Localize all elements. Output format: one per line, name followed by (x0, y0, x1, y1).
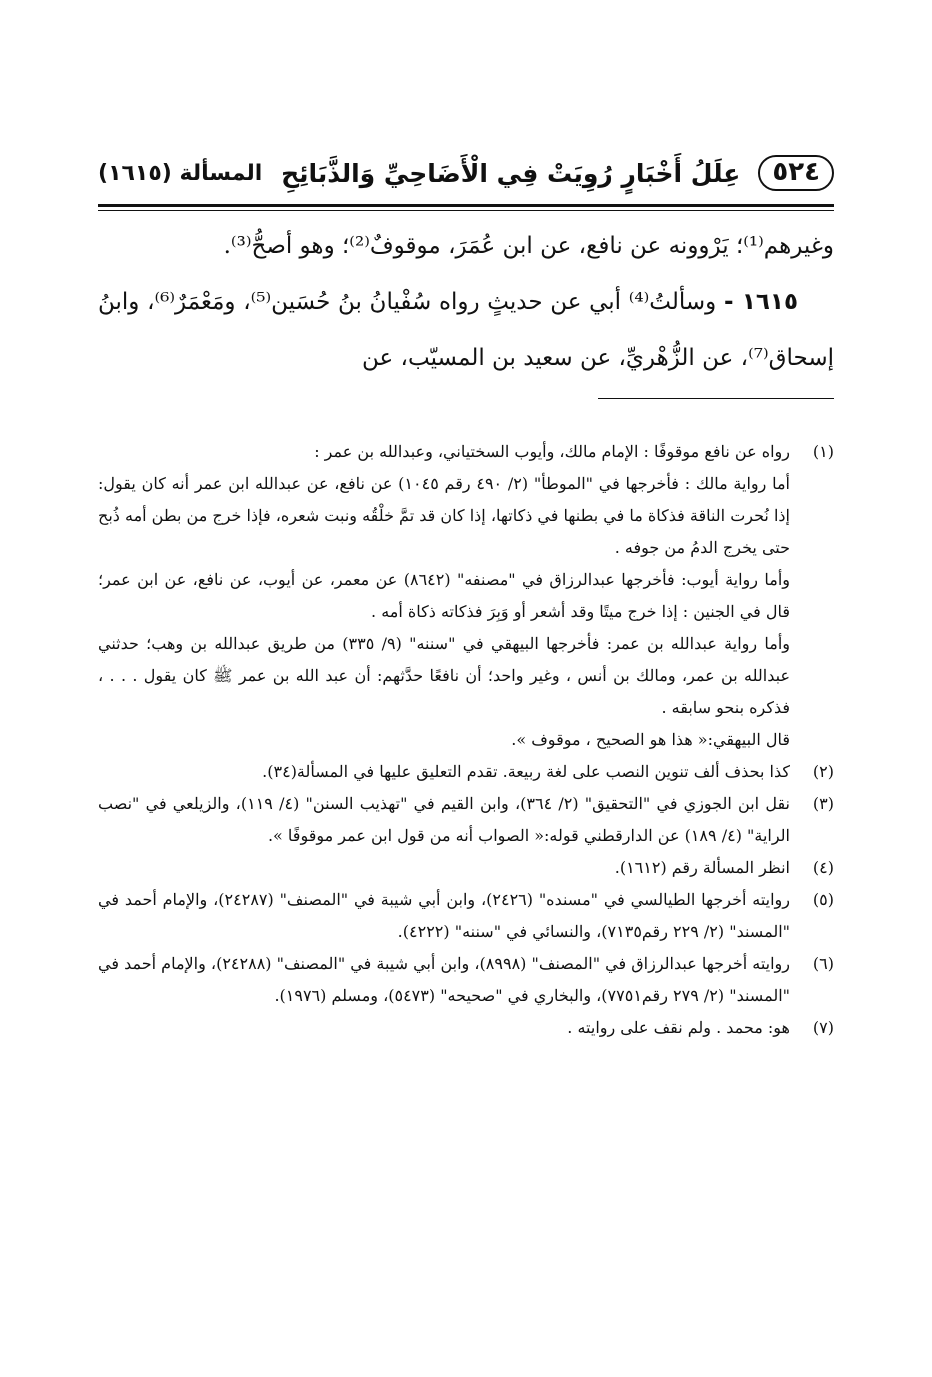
issue-text: وسألتُ⁽⁴⁾ أبي عن حديثٍ رواه سُفْيانُ بنُ حُسَين⁽⁵⁾، ومَعْمَرٌ⁽⁶⁾، وابنُ إسحاق⁽⁷⁾، عن الزُّهْريِّ، عن سعيد بن المسيّب، عن (98, 289, 834, 371)
footnote-paragraph: قال البيهقي:« هذا هو الصحيح ، موقوف ». (511, 730, 790, 749)
footnote-number: (٤) (812, 858, 834, 877)
footnote (98, 948, 834, 1012)
header-rule-thin (98, 210, 834, 211)
footnotes (98, 436, 834, 1044)
main-paragraph: وغيرهم⁽¹⁾؛ يَرْوونه عن نافع، عن ابن عُمَرَ، موقوفٌ⁽²⁾؛ وهو أصحُّ⁽³⁾. (223, 233, 834, 259)
footnote-number: (٧) (812, 1018, 834, 1037)
footnote-paragraph: نقل ابن الجوزي في "التحقيق" (٢/ ٣٦٤)، وابن القيم في "تهذيب السنن" (٤/ ١١٩)، والزيلعي في "نصب الراية" (٤/ ١٨٩) عن الدارقطني قوله:« الصواب أنه من قول ابن عمر موقوفًا ». (98, 794, 790, 845)
footnote-paragraph: أما رواية مالك : فأخرجها في "الموطأ" (٢/ ٤٩٠ رقم ١٠٤٥) عن نافع، عن عبدالله ابن عمر أنه كان يقول: إذا نُحرت الناقة فذكاة ما في بطنها في ذكاتها، إذا كان قد تمَّ خلْقُه ونبت شعره، فإذا خرج من بطن أمه ذُبح حتى يخرج الدمُ من جوفه . (98, 474, 790, 557)
footnote-text (98, 948, 790, 1012)
footnote (98, 756, 834, 788)
footnote (98, 852, 834, 884)
footnote-paragraph: رواه عن نافع موقوفًا : الإمام مالك، وأيوب السختياني، وعبدالله بن عمر : (314, 442, 790, 461)
footnote-number: (٢) (812, 762, 834, 781)
issue-paragraph (98, 274, 834, 386)
footnote-separator (598, 398, 834, 399)
page-number-badge: ٥٢٤ (758, 155, 834, 191)
footnote-paragraph: روايته أخرجها الطيالسي في "مسنده" (٢٤٢٦)، وابن أبي شيبة في "المصنف" (٢٤٢٨٧)، والإمام أحمد في "المسند" (٢/ ٢٢٩ رقم٧١٣٥)، والنسائي في "سننه" (٤٢٢٢). (98, 890, 791, 941)
footnote-paragraph: انظر المسألة رقم (١٦١٢). (614, 858, 790, 877)
footnote-text (98, 436, 790, 756)
footnote-number: (٦) (812, 954, 834, 973)
footnote-text (98, 756, 790, 788)
footnote (98, 436, 834, 756)
header-rule-thick (98, 204, 834, 207)
main-text (98, 218, 834, 386)
footnote-paragraph: كذا بحذف ألف تنوين النصب على لغة ربيعة. تقدم التعليق عليها في المسألة(٣٤). (262, 762, 790, 781)
issue-label: المسألة (١٦١٥) (98, 160, 263, 186)
footnote-number: (٣) (812, 794, 834, 813)
footnote-paragraph: روايته أخرجها عبدالرزاق في "المصنف" (٨٩٩٨)، وابن أبي شيبة في "المصنف" (٢٤٢٨٨)، والإمام أحمد في "المسند" (٢/ ٢٧٩ رقم٧٧٥١)، والبخاري في "صحيحه" (٥٤٧٣)، ومسلم (١٩٧٦). (98, 954, 791, 1005)
footnote (98, 884, 834, 948)
footnote-text (98, 788, 790, 852)
footnote-paragraph: وأما رواية أيوب: فأخرجها عبدالرزاق في "مصنفه" (٨٦٤٢) عن معمر، عن أيوب، عن نافع، عن ابن عمر؛ قال في الجنين : إذا خرج ميتًا وقد أشعر أو وَبِرَ فذكاته ذكاة أمه . (98, 570, 790, 621)
footnote (98, 1012, 834, 1044)
footnote-number: (٥) (812, 890, 834, 909)
running-title: عِلَلُ أَخْبَارٍ رُوِيَتْ فِي الْأَضَاحِيِّ وَالذَّبَائِحِ (281, 158, 741, 188)
footnote-text (98, 1012, 790, 1044)
footnote-text (98, 852, 790, 884)
footnote-text (98, 884, 790, 948)
footnote-number: (١) (812, 442, 834, 461)
footnote-paragraph: وأما رواية عبدالله بن عمر: فأخرجها البيهقي في "سننه" (٩/ ٣٣٥) من طريق عبدالله بن وهب؛ حدثني عبدالله بن عمر، ومالك بن أنس ، وغير واحد؛ أن نافعًا حدَّثهم: أن عبد الله بن عمر ﷺ كان يقول . . . ، فذكره بنحو سابقه . (98, 634, 791, 717)
issue-number: ١٦١٥ - (723, 289, 798, 315)
footnote (98, 788, 834, 852)
page-header (98, 150, 834, 196)
footnote-paragraph: هو: محمد . ولم نقف على روايته . (567, 1018, 790, 1037)
